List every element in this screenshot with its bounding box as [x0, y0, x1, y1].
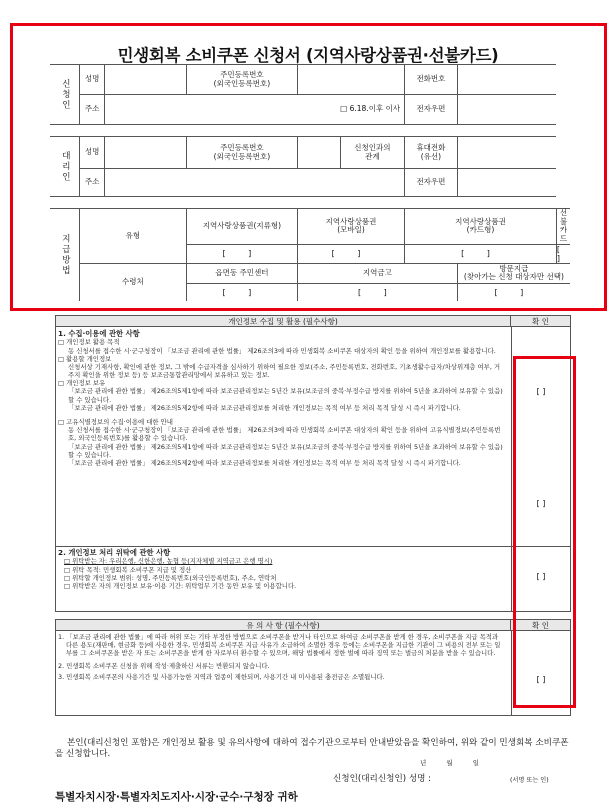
highlight-box-confirm — [513, 356, 576, 708]
notice-header-text: 유 의 사 항 (필수사항) — [246, 621, 320, 630]
privacy-s1-p6: 「보조금 관리에 관한 법률」 제26조의5제1항에 따라 보조금관리정보는 5년간 보유(보조금의 중복·부정수급 방지를 위하여 5년을 초과하여 보유할 수 있음)할 수 있습니다. — [68, 442, 503, 459]
form-title: 민생회복 소비쿠폰 신청서 (지역사랑상품권·선불카드) — [117, 46, 499, 65]
applicant-rrn-label: 주민등록번호 (외국인등록번호) — [186, 65, 297, 95]
privacy-s1-p5-title: □ 고유식별정보의 수집·이용에 대한 안내 — [58, 418, 173, 427]
type-card-label: 지역사랑상품권 (카드형) — [405, 209, 557, 245]
proxy-mobile-label: 휴대전화 (유선) — [405, 137, 458, 169]
notice-check[interactable]: [ ] — [536, 675, 546, 684]
payment-section-label: 지급방법 — [50, 209, 79, 302]
recipient-visit-checkbox[interactable]: [ ] — [457, 283, 570, 301]
recipient-bank-checkbox[interactable]: [ ] — [297, 283, 457, 301]
privacy-s2-l1: □ 위탁받는 자: 우리은행, 신한은행, 농협 등(지자체별 지역금고 은행 명시) — [64, 557, 273, 566]
privacy-check-2[interactable]: [ ] — [536, 499, 546, 508]
privacy-s2-l3: □ 위탁할 개인정보 범위: 성명, 주민등록번호(외국인등록번호), 주소, 연락처 — [64, 573, 277, 582]
privacy-column-line — [511, 327, 512, 612]
privacy-header-text: 개인정보 수집 및 활용 (필수사항) — [228, 317, 338, 326]
type-card-checkbox[interactable]: [ ] — [405, 244, 557, 263]
privacy-s1-p3: 「보조금 관리에 관한 법률」 제26조의5제1항에 따라 보조금관리정보는 5년간 보유(보조금의 중복·부정수급 방지를 위하여 5년을 초과하여 보유할 수 있음)할 수 있습니다. — [68, 387, 503, 404]
applicant-section-label: 신청인 — [50, 65, 79, 125]
privacy-s1-title: 1. 수집·이용에 관한 사항 — [58, 329, 140, 338]
date-month-label: 월 — [446, 759, 453, 767]
proxy-rrn-label: 주민등록번호 (외국인등록번호) — [186, 137, 297, 169]
applicant-email-label: 전자우편 — [405, 95, 458, 125]
date-labels — [420, 758, 479, 767]
privacy-s1-p4: 「보조금 관리에 관한 법률」 제26조의5제2항에 따라 보조금관리정보를 처리한 개인정보는 목적 여부 등 처리 목적 달성 시 즉시 파기합니다. — [68, 403, 461, 412]
notice-confirm-header-text: 확 인 — [532, 621, 549, 630]
type-paper-checkbox[interactable]: [ ] — [186, 244, 297, 263]
applicant-name-label: 성명 — [79, 65, 104, 95]
highlight-box-form — [10, 23, 607, 311]
proxy-section-label: 대리인 — [50, 137, 79, 197]
privacy-s2-title: 2. 개인정보 처리 위탁에 관한 사항 — [58, 548, 171, 557]
applicant-phone-label: 전화번호 — [405, 65, 458, 95]
type-prepaid-checkbox[interactable]: [ ] — [556, 244, 570, 263]
privacy-confirm-header — [511, 315, 571, 327]
privacy-confirm-header-text: 확 인 — [532, 317, 549, 326]
signer-name-field[interactable] — [446, 768, 506, 782]
payment-type-label: 유형 — [79, 209, 186, 264]
privacy-s1-p1-title: □ 개인정보 활용 목적 — [58, 338, 120, 347]
notice-frame — [55, 631, 571, 716]
privacy-frame — [55, 327, 571, 612]
proxy-relation-label: 신청인과의 관계 — [340, 137, 404, 169]
privacy-s1-p2: 신청서상 기재사항, 확인에 관한 정보, 그 밖에 수급자격을 심사하기 위하여 필요한 정보(주소, 주민등록번호, 전화번호, 기초생활수급자/차상위계층 여부, 거주지 확인을 위한 정보 등) 등 보조금통합관리망에서 보유하고 있는 정보. — [68, 362, 501, 380]
proxy-name-label: 성명 — [79, 137, 104, 169]
recipient-center-checkbox[interactable]: [ ] — [186, 283, 297, 301]
date-day-label: 일 — [472, 759, 479, 767]
privacy-s2-l4: □ 위탁받은 자의 개인정보 보유·이용 기간: 위탁업무 기간 동안 보유 및 이용합니다. — [64, 581, 297, 590]
notice-n3: 3. 민생회복 소비쿠폰의 사용기간 및 사용가능한 지역과 업종이 제한되며, 사용기간 내 미사용된 충전금은 소멸됩니다. — [58, 672, 385, 681]
proxy-email-label: 전자우편 — [405, 169, 458, 197]
type-mobile-checkbox[interactable]: [ ] — [297, 244, 404, 263]
date-year-label: 년 — [420, 759, 427, 767]
privacy-s2-l2: □ 위탁 목적: 민생회복 소비쿠폰 지급 및 정산 — [64, 565, 192, 574]
privacy-s1-p7: 「보조금 관리에 관한 법률」 제26조의5제2항에 따라 보조금관리정보를 처리한 개인정보는 목적 여부 등 처리 목적 달성 시 즉시 파기합니다. — [68, 458, 461, 467]
privacy-header — [55, 315, 511, 327]
applicant-address-label: 주소 — [79, 95, 104, 125]
notice-header — [55, 619, 511, 631]
privacy-s1-p3-title: □ 개인정보 보유 — [58, 379, 106, 388]
signer-label: 신청인(대리신청인) 성명 : — [333, 774, 432, 784]
recipient-bank-label: 지역금고 — [297, 263, 457, 283]
addressee: 특별자치시장·특별자치도지사·시장·군수·구청장 귀하 — [55, 791, 298, 803]
notice-column-line — [511, 631, 512, 716]
declaration-text: 본인(대리신청인 포함)은 개인정보 활용 및 유의사항에 대하여 접수기관으로부터 안내받았음을 확인하여, 위와 같이 민생회복 소비쿠폰을 신청합니다. — [55, 738, 569, 760]
type-prepaid-label: 선불카드 — [556, 209, 570, 245]
recipient-center-label: 읍면동 주민센터 — [186, 263, 297, 283]
privacy-s1-p5: 동 신청서를 접수한 시·군구청장이 「보조금 관리에 관한 법률」 제26조의3에 따라 민생회복 소비쿠폰 대상자의 확인 등을 위하여 고유식별정보(주민등록번호, 외국인등록번호)를 활용할 수 있습니다. — [68, 426, 501, 443]
type-paper-label: 지역사랑상품권(지류형) — [186, 209, 297, 245]
notice-n2: 2. 민생회복 소비쿠폰 신청을 위해 작성·제출하신 서류는 반환되지 않습니다. — [58, 661, 270, 670]
recipient-label: 수령처 — [79, 263, 186, 301]
privacy-s1-p1: 동 신청서를 접수한 시·군구청장이 「보조금 관리에 관한 법률」 제26조의3에 따라 민생회복 소비쿠폰 대상자의 확인 등을 위하여 개인정보를 활용합니다. — [68, 346, 496, 355]
privacy-s1-p2-title: □ 활용할 개인정보 — [58, 354, 112, 363]
privacy-check-1[interactable]: [ ] — [536, 387, 546, 396]
type-mobile-label: 지역사랑상품권 (모바일) — [297, 209, 404, 245]
recipient-visit-label: 방문지급 (찾아가는 신청 대상자만 선택) — [457, 263, 570, 283]
proxy-address-label: 주소 — [79, 169, 104, 197]
privacy-check-3[interactable]: [ ] — [536, 572, 546, 581]
moved-after-618-checkbox[interactable]: □ 6.18.이후 이사 — [340, 104, 401, 114]
sign-note: (서명 또는 인) — [510, 777, 549, 784]
notice-n1: 1. 「보조금 관리에 관한 법률」에 따라 허위 또는 기타 부정한 방법으로 소비쿠폰을 받거나 타인으로 하여금 소비쿠폰을 받게 한 경우, 소비쿠폰을 지급 목적과 다른 용도(재판매, 현금화 등)에 사용한 경우, 민생회복 소비쿠폰 지급 사유가 소급하여 소멸한 경우 등에는 소비쿠폰을 지급한 기관이 그 비용의 전부 또는 일부를 그 소비쿠폰을 받은 자 또는 소비쿠폰을 받게 한 자로부터 환수할 수 있으며, 해당 법률에서 정한 벌에 따라 징역 또는 벌금의 처분을 받을 수 있습니다. — [58, 633, 501, 658]
